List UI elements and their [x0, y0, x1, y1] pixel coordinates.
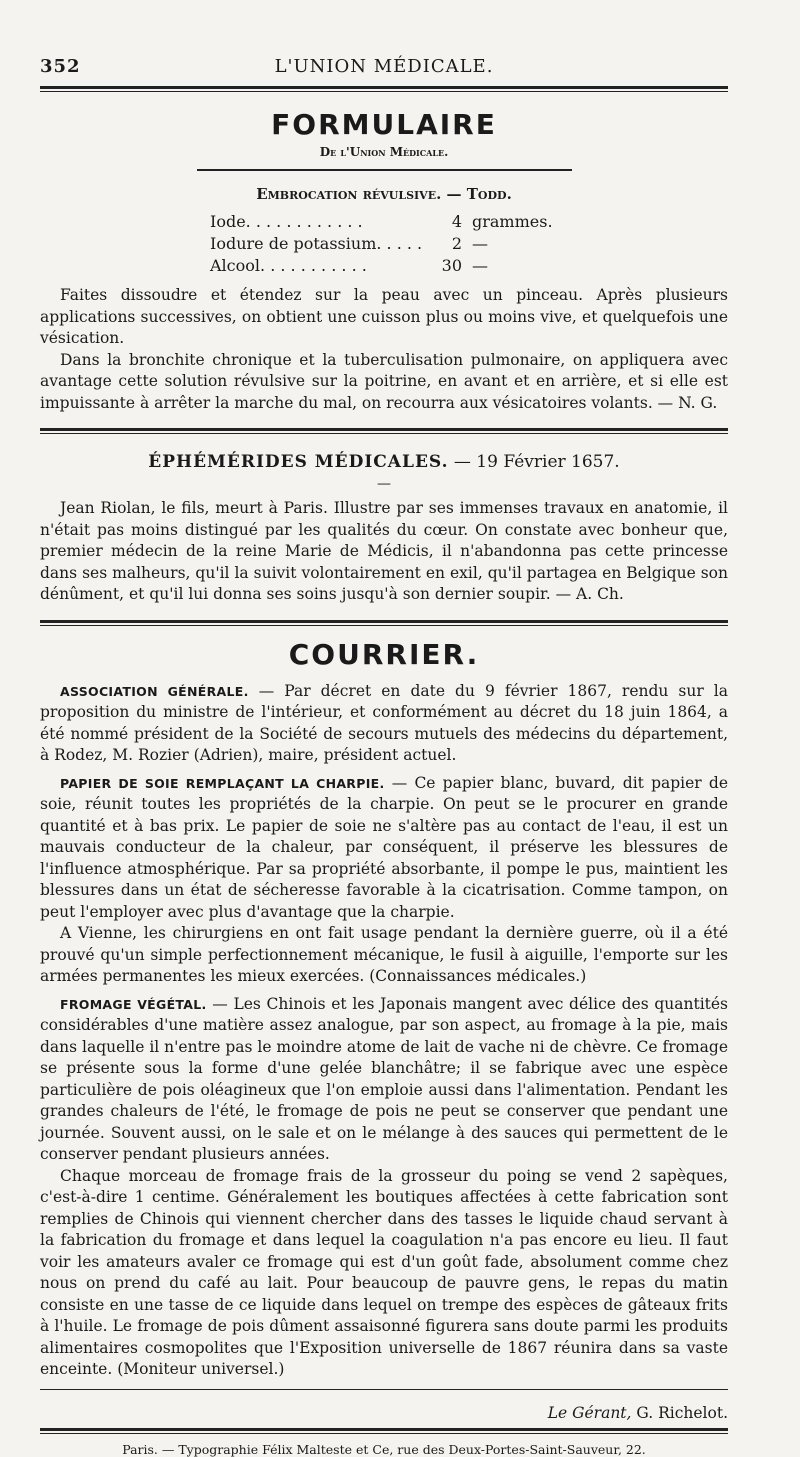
item-lead: FROMAGE VÉGÉTAL. — [60, 996, 207, 1012]
courrier-item — [40, 773, 728, 924]
item-text: — Ce papier blanc, buvard, dit papier de soie, réunit toutes les propriétés de la charpie. On peut se le procurer en grande quantité et à bas prix. Le papier de soie ne s'altère pas au contact de l'eau, il est un mauvais conducteur de la chaleur, par conséquent, il préserve les blessures de l'influence atmosphérique. Par sa propriété absorbante, il pompe le pus, maintient les blessures dans un état de sécheresse favorable à la cicatrisation. Comme tampon, on peut l'employer avec plus d'avantage que la charpie. — [40, 773, 729, 921]
ephemerides-dash: — — [377, 476, 391, 492]
ephemerides-paragraph: Jean Riolan, le fils, meurt à Paris. Illustre par ses immenses travaux en anatomie, il n'était pas moins distingué par les qualités du cœur. On constate avec bonheur que, premier médecin de la reine Marie de Médicis, il n'abandonna pas cette princesse dans ses malheurs, qu'il la suivit volontairement en exil, qu'il partagea en Belgique son dénûment, et qu'il lui donna ses soins jusqu'à son dernier soupir. — A. Ch. — [40, 499, 728, 603]
ephemerides-heading — [40, 452, 728, 472]
ingredient-qty: 2 — [451, 234, 462, 253]
formulaire-paragraph: Dans la bronchite chronique et la tuberculisation pulmonaire, on appliquera avec avantage cette solution révulsive sur la poitrine, en avant et en arrière, et si elle est impuissante à arrêter la marche du mal, on recourra aux vésicatoires volants. — N. G. — [40, 350, 728, 412]
signoff-name: G. Richelot. — [636, 1403, 728, 1422]
ephemerides-title: ÉPHÉMÉRIDES MÉDICALES. — [148, 452, 449, 472]
ingredient-unit: grammes. — [472, 212, 553, 231]
item-lead: PAPIER DE SOIE REMPLAÇANT LA CHARPIE. — [60, 775, 385, 791]
formulaire-paragraph: Faites dissoudre et étendez sur la peau avec un pinceau. Après plusieurs applications successives, on obtient une cuisson plus ou moins vive, et quelquefois une vésication. — [40, 286, 728, 347]
signoff — [40, 1404, 728, 1422]
section-rule — [40, 428, 728, 434]
ingredient-qty: 4 — [451, 212, 462, 231]
ingredient-unit: — — [472, 256, 488, 275]
column — [40, 56, 728, 1457]
ingredient-unit: — — [472, 234, 488, 253]
ingredient-row — [210, 255, 728, 277]
ingredient-name: Alcool. . . . . . . . . . . — [210, 256, 367, 275]
item-text: A Vienne, les chirurgiens en ont fait usage pendant la dernière guerre, où il a été prouvé qu'un simple perfectionnement mécanique, le fusil à aiguille, l'emporte sur les armées permanentes les mieux exercées. (Connaissances médicales.) — [40, 924, 728, 985]
formulaire-subtitle: De l'Union Médicale. — [319, 145, 449, 159]
ingredient-row — [210, 233, 728, 255]
printer-footer: Paris. — Typographie Félix Malteste et Ce, rue des Deux-Portes-Saint-Sauveur, 22. — [122, 1441, 646, 1457]
ingredient-name: Iodure de potassium. . . . . — [210, 234, 423, 253]
item-text: Chaque morceau de fromage frais de la grosseur du poing se vend 2 sapèques, c'est-à-dire 1 centime. Généralement les boutiques affectées à cette fabrication sont remplies de Chinois qui viennent chercher dans des tasses le liquide chaud servant à la fabrication du fromage et dans lequel la coagulation n'a pas encore eu lieu. Il faut voir les amateurs avaler ce fromage qui est d'un goût fade, absolument comme chez nous on prend du café au lait. Pour beaucoup de pauvre gens, le repas du matin consiste en une tasse de ce liquide dans lequel on trempe des espèces de gâteaux frits à l'huile. Le fromage de pois dûment assaisonné figurera sans doute parmi les produits alimentaires cosmopolites que l'Exposition universelle de 1867 réunira dans sa vaste enceinte. (Moniteur universel.) — [40, 1166, 728, 1378]
ingredient-name: Iode. . . . . . . . . . . . — [210, 212, 363, 231]
courrier-item — [40, 681, 728, 767]
ingredient-qty: 30 — [441, 256, 462, 275]
item-text: — Par décret en date du 9 février 1867, rendu sur la proposition du ministre de l'intérieur, et conformément au décret du 18 juin 1864, a été nommé président de la Société de secours mutuels des médecins du département, à Rodez, M. Rozier (Adrien), maire, président actuel. — [40, 681, 728, 764]
ephemerides-date: — 19 Février 1657. — [453, 452, 620, 472]
closing-rule — [40, 1389, 728, 1390]
footer-rule — [40, 1428, 728, 1434]
ingredient-row — [210, 211, 728, 233]
item-lead: ASSOCIATION GÉNÉRALE. — [60, 683, 249, 699]
courrier-item — [40, 994, 728, 1166]
item-text: — Les Chinois et les Japonais mangent avec délice des quantités considérables d'une matière assez analogue, par son aspect, au fromage à la pie, mais dans laquelle il n'entre pas le moindre atome de lait de vache ni de chèvre. Ce fromage se présente sous la forme d'une gelée blanchâtre; il se fabrique avec une espèce particulière de pois oléagineux que l'on emploie aussi dans l'alimentation. Pendant les grandes chaleurs de l'été, le fromage de pois ne peut se conserver que pendant une journée. Souvent aussi, on le sale et on le mélange à des sauces qui permettent de le conserver pendant plusieurs années. — [40, 994, 729, 1163]
courrier-item — [40, 923, 728, 988]
running-title: L'UNION MÉDICALE. — [274, 56, 494, 77]
courrier-item — [40, 1166, 728, 1381]
signoff-label: Le Gérant, — [547, 1403, 632, 1422]
formulaire-rule — [197, 169, 572, 171]
formulaire-title: FORMULAIRE — [271, 108, 497, 141]
ingredient-list — [210, 211, 728, 277]
courrier-title: COURRIER. — [288, 637, 480, 671]
recipe-title: Embrocation révulsive. — Todd. — [256, 185, 512, 203]
page-header — [40, 56, 728, 86]
page — [0, 56, 800, 1457]
page-number: 352 — [40, 56, 81, 77]
